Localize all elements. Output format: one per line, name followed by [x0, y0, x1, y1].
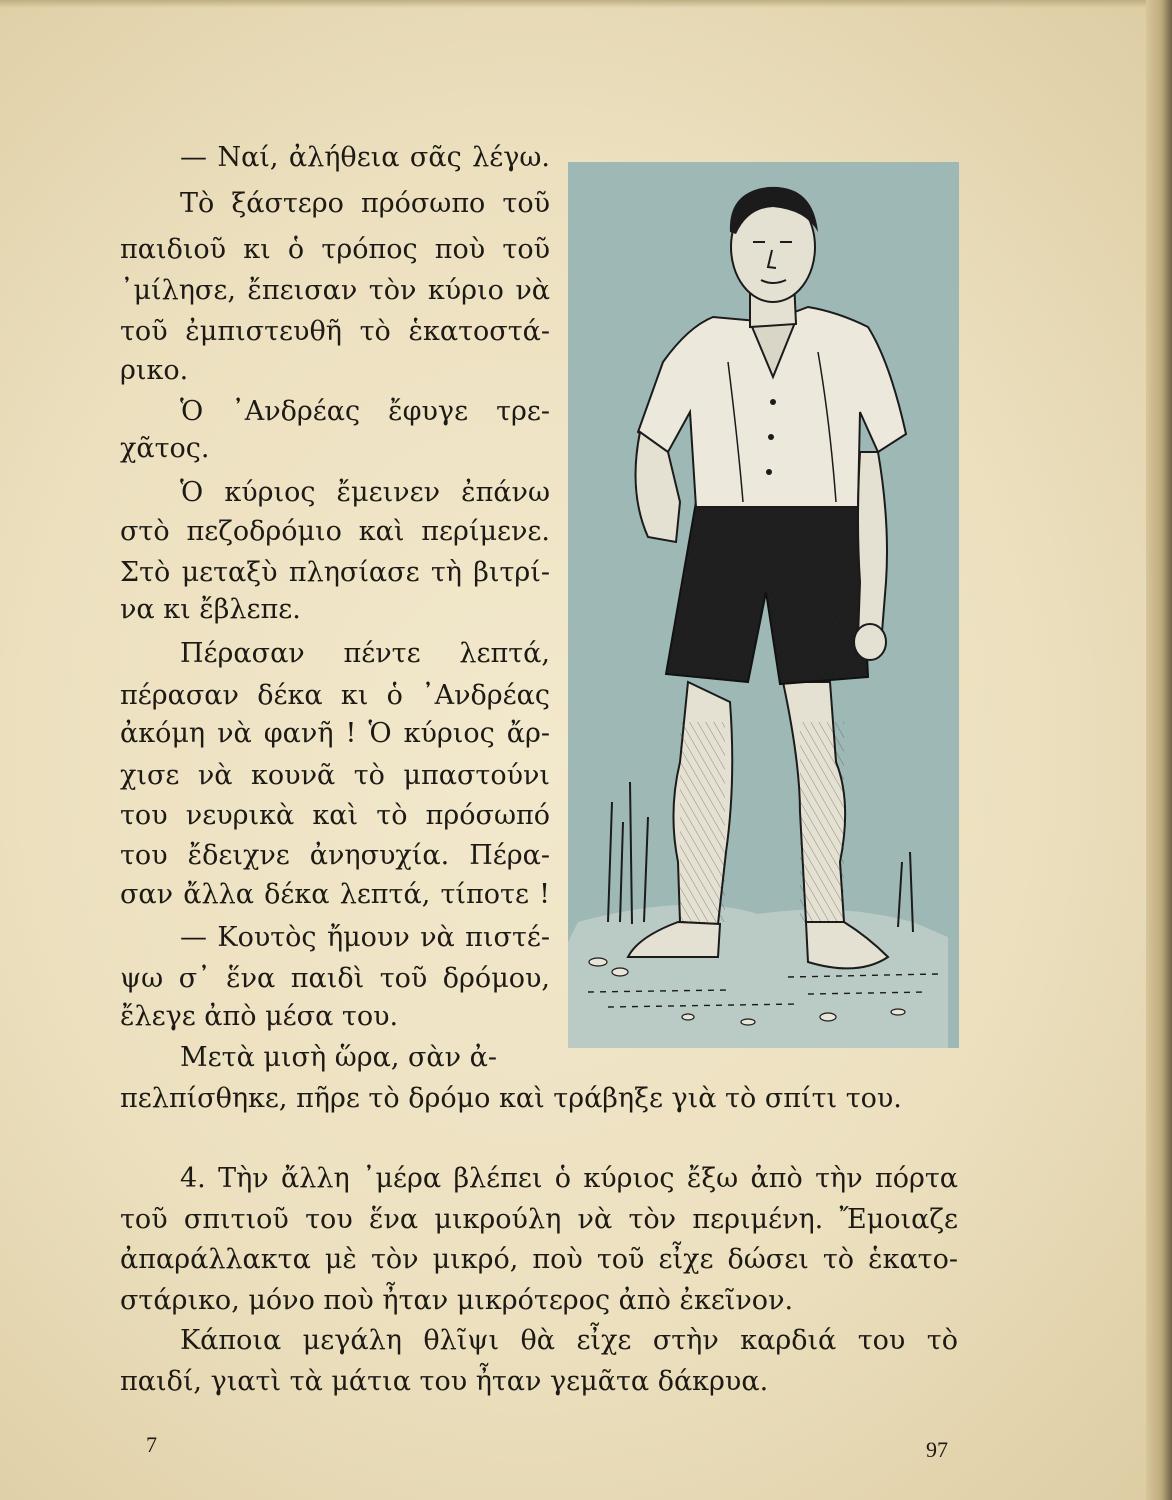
text-line: ἀπαράλλακτα μὲ τὸν μικρό, ποὺ τοῦ εἶχε δώσει τὸ ἑκατο- [120, 1244, 958, 1275]
text-line: 4. Τὴν ἄλλη ᾿μέρα βλέπει ὁ κύριος ἔξω ἀπὸ τὴν πόρτα [180, 1163, 958, 1194]
illustration-boy [568, 162, 959, 1048]
text-line: Ὁ κύριος ἔμεινεν ἐπάνω [180, 477, 550, 508]
text-line: παιδιοῦ κι ὁ τρόπος ποὺ τοῦ [120, 234, 550, 265]
text-line: — Κουτὸς ἤμουν νὰ πιστέ- [180, 922, 550, 953]
text-line: ψω σ᾿ ἕνα παιδὶ τοῦ δρόμου, [120, 963, 550, 994]
text-line: χισε νὰ κουνᾶ τὸ μπαστούνι [120, 760, 550, 791]
text-line: ἔλεγε ἀπὸ μέσα του. [120, 1001, 399, 1032]
text-line: πέρασαν δέκα κι ὁ ᾿Ανδρέας [120, 680, 550, 711]
text-line: χᾶτος. [120, 433, 210, 464]
text-line: Στὸ μεταξὺ πλησίασε τὴ βιτρί- [120, 557, 550, 588]
text-line: ᾿μίλησε, ἔπεισαν τὸν κύριο νὰ [120, 275, 550, 306]
boy-figure-drawing [568, 162, 959, 1048]
text-line: παιδί, γιατὶ τὰ μάτια του ἦταν γεμᾶτα δάκρυα. [120, 1366, 769, 1397]
text-line: τοῦ ἐμπιστευθῆ τὸ ἑκατοστά- [120, 316, 550, 347]
page-number: 97 [926, 1437, 948, 1462]
text-line: στάρικο, μόνο ποὺ ἦταν μικρότερος ἀπὸ ἐκεῖνον. [120, 1285, 794, 1316]
page-right-edge [1146, 0, 1172, 1500]
text-line: Μετὰ μισὴ ὥρα, σὰν ἀ- [180, 1042, 498, 1073]
text-line: Ὁ ᾿Ανδρέας ἔφυγε τρε- [180, 396, 550, 427]
text-line: Κάποια μεγάλη θλῖψι θὰ εἶχε στὴν καρδιά του τὸ [180, 1325, 958, 1356]
text-line: να κι ἔβλεπε. [120, 594, 301, 625]
signature-mark: 7 [146, 1432, 157, 1457]
text-line: — Ναί, ἀλήθεια σᾶς λέγω. [180, 142, 550, 173]
text-line: πελπίσθηκε, πῆρε τὸ δρόμο καὶ τράβηξε γιὰ τὸ σπίτι του. [120, 1083, 902, 1114]
text-line: ρικο. [120, 355, 189, 386]
text-line: στὸ πεζοδρόμιο καὶ περίμενε. [120, 516, 550, 547]
text-line: τοῦ σπιτιοῦ του ἕνα μικρούλη νὰ τὸν περιμένη. Ἔμοιαζε [120, 1204, 958, 1235]
text-line: του νευρικὰ καὶ τὸ πρόσωπό [120, 800, 550, 831]
page-top-edge [0, 0, 1172, 8]
text-line: ἀκόμη νὰ φανῆ ! Ὁ κύριος ἄρ- [120, 718, 550, 749]
text-line: Πέρασαν πέντε λεπτά, [180, 638, 550, 669]
text-line: του ἔδειχνε ἀνησυχία. Πέρα- [120, 840, 550, 871]
text-line: Τὸ ξάστερο πρόσωπο τοῦ [180, 188, 550, 219]
text-line: σαν ἄλλα δέκα λεπτά, τίποτε ! [120, 879, 550, 910]
